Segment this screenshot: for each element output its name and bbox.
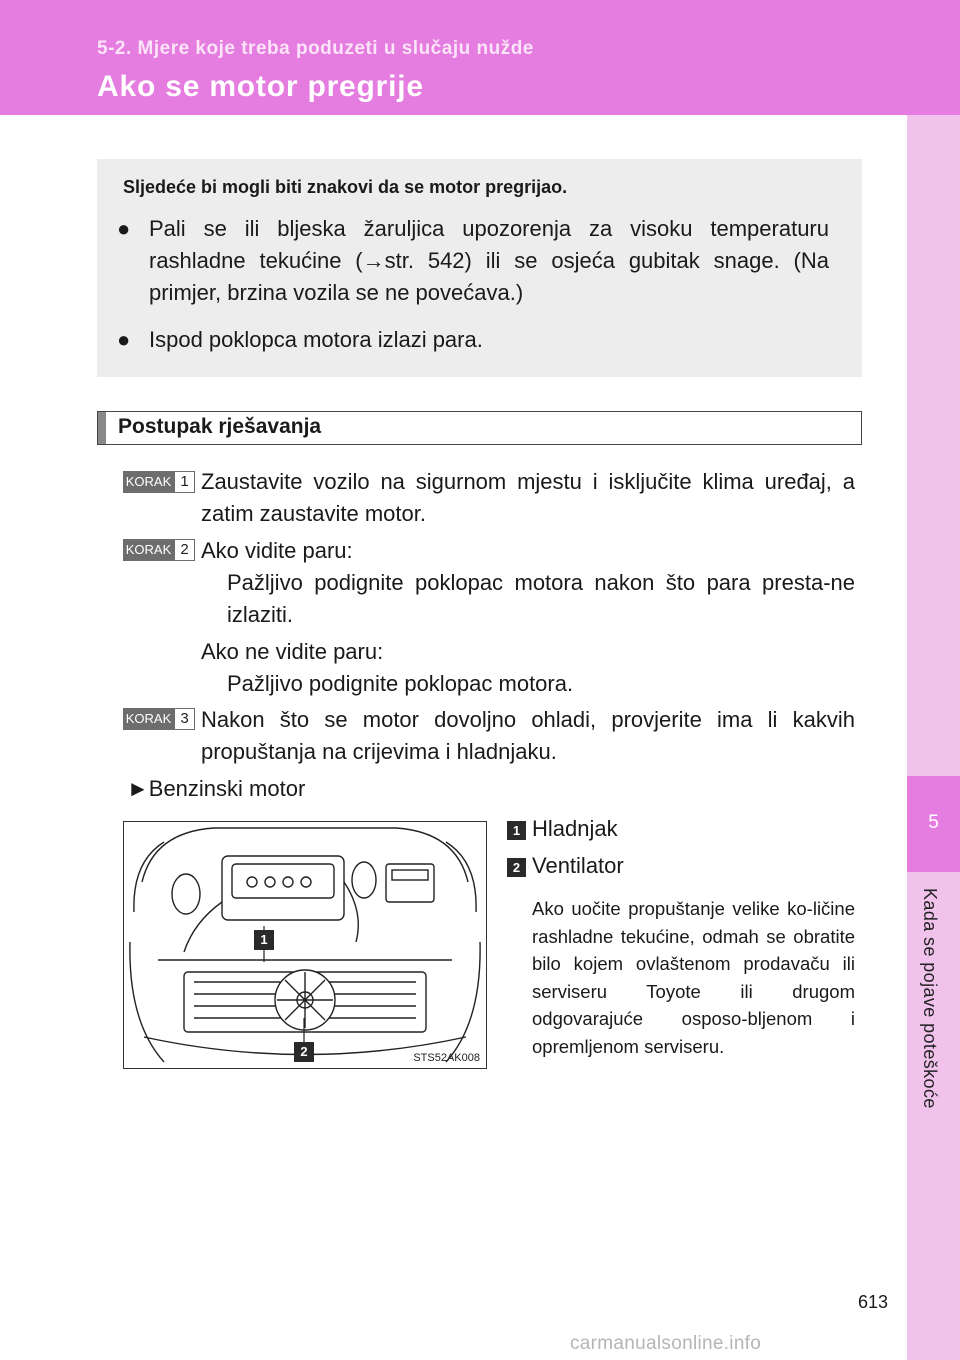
procedure-heading-text: Postupak rješavanja bbox=[118, 415, 322, 438]
engine-bay-drawing bbox=[124, 822, 486, 1068]
step-2-subtext: Pažljivo podignite poklopac motora nakon što para presta-ne izlaziti. bbox=[227, 570, 855, 627]
chapter-tab[interactable] bbox=[907, 776, 960, 872]
step-2-alt-text: Ako ne vidite paru: bbox=[201, 639, 384, 664]
chapter-sidebar bbox=[907, 115, 960, 1360]
step-badge-1 bbox=[123, 471, 195, 493]
step-badge-2 bbox=[123, 539, 195, 561]
engine-type: ►Benzinski motor bbox=[127, 776, 306, 801]
symptoms-lead: Sljedeće bi mogli biti znakovi da se motor pregrijao. bbox=[123, 177, 568, 197]
step-label: KORAK bbox=[123, 471, 174, 493]
radiator-marker: 1 bbox=[254, 930, 274, 950]
fan-marker: 2 bbox=[294, 1042, 314, 1062]
step-1-text: Zaustavite vozilo na sigurnom mjestu i isključite klima uređaj, a zatim zaustavite motor. bbox=[201, 469, 855, 526]
heading-accent-bar bbox=[98, 412, 106, 444]
symptom-item bbox=[117, 213, 829, 309]
step-label: KORAK bbox=[123, 708, 174, 730]
symptoms-box bbox=[97, 159, 862, 377]
bullet-icon: ● bbox=[117, 216, 131, 241]
step-3-text: Nakon što se motor dovoljno ohladi, provjerite ima li kakvih propuštanja na crijevima i hladnjaku. bbox=[201, 707, 855, 764]
engine-illustration bbox=[123, 821, 487, 1069]
step-label: KORAK bbox=[123, 539, 174, 561]
step-2-text: Ako vidite paru: bbox=[201, 538, 353, 563]
chapter-number: 5 bbox=[928, 812, 939, 833]
legend-fan: Ventilator bbox=[532, 853, 624, 878]
chapter-label: Kada se pojave poteškoće bbox=[920, 888, 940, 1109]
page-number: 613 bbox=[858, 1292, 889, 1312]
step-number: 3 bbox=[174, 708, 195, 730]
leak-note: Ako uočite propuštanje velike ko-ličine rashladne tekućine, odmah se obratite bilo kojem ovlaštenom prodavaču ili serviseru Toyote ili drugom odgovarajuće osposo-bljenom i opremljenom serviseru. bbox=[532, 898, 855, 1057]
symptom-item bbox=[117, 324, 829, 356]
step-badge-3 bbox=[123, 708, 195, 730]
page-header bbox=[0, 0, 960, 115]
procedure-heading bbox=[97, 411, 862, 445]
bullet-icon: ● bbox=[117, 327, 131, 352]
step-2-alt-subtext: Pažljivo podignite poklopac motora. bbox=[227, 671, 574, 696]
symptom-text: Pali se ili bljeska žaruljica upozorenja za visoku temperaturu rashladne tekućine (→str. 542) ili se osjeća gubitak snage. (Na primjer, brzina vozila se ne povećava.) bbox=[149, 216, 829, 305]
legend-badge-2: 2 bbox=[507, 858, 526, 877]
figure-code: STS52AK008 bbox=[413, 1052, 480, 1064]
step-number: 2 bbox=[174, 539, 195, 561]
legend-radiator: Hladnjak bbox=[532, 816, 618, 841]
watermark: carmanualsonline.info bbox=[570, 1333, 762, 1354]
legend-badge-1: 1 bbox=[507, 821, 526, 840]
symptom-text: Ispod poklopca motora izlazi para. bbox=[149, 327, 483, 352]
page-title: Ako se motor pregrije bbox=[97, 70, 424, 103]
step-number: 1 bbox=[174, 471, 195, 493]
section-title: 5-2. Mjere koje treba poduzeti u slučaju nužde bbox=[97, 38, 534, 59]
